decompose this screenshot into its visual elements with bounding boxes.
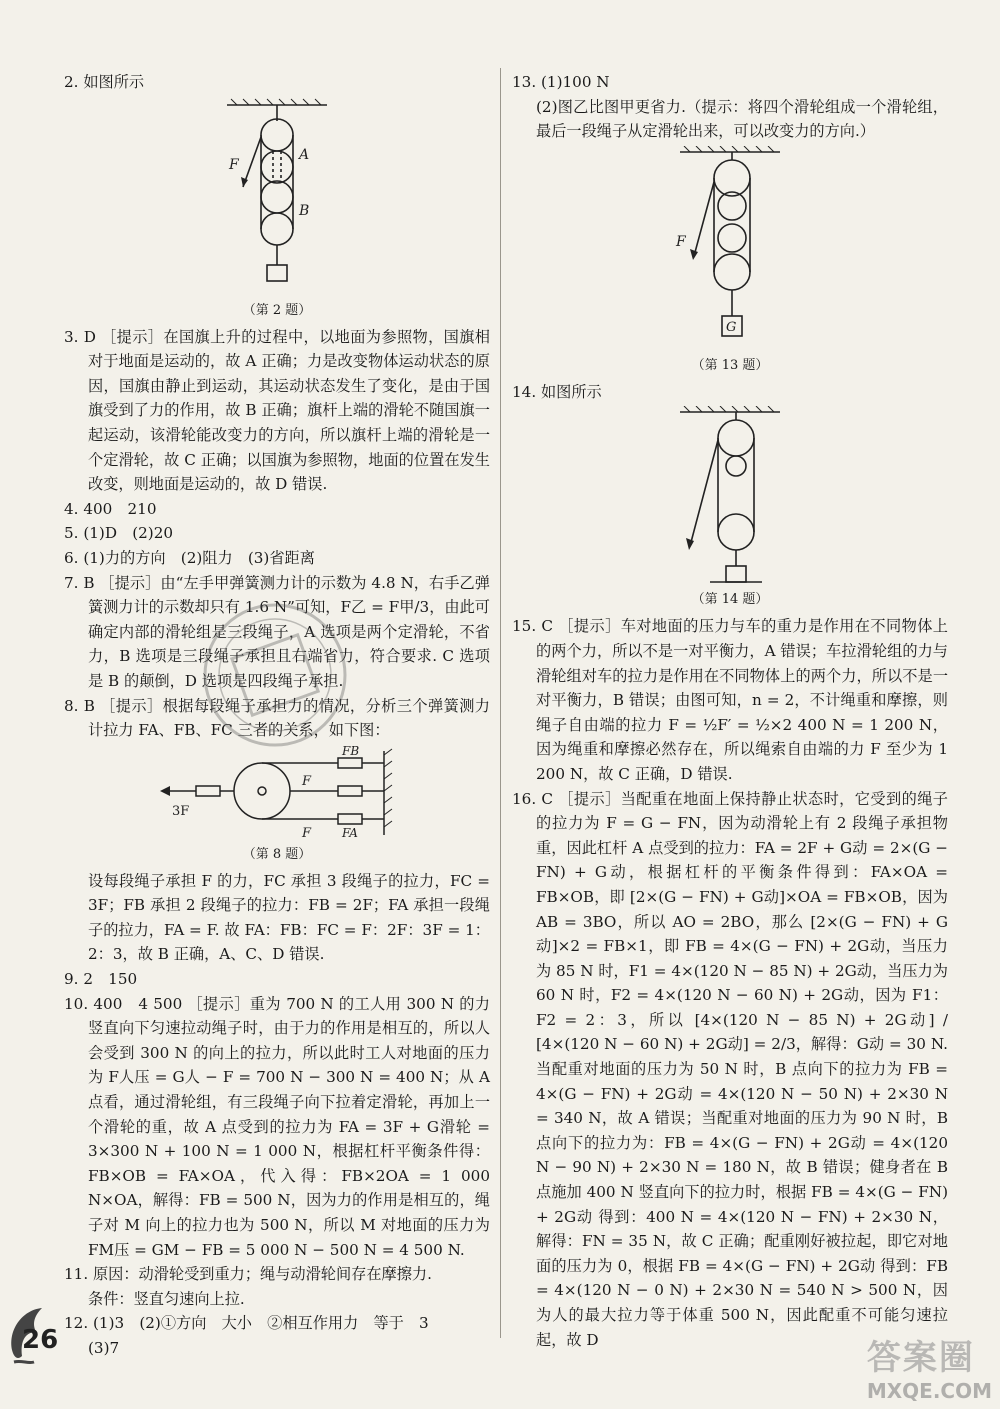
q14-figure [670,406,790,586]
q13-label-f: F [676,233,686,250]
q8-label-f2: F [302,825,312,841]
q6-text: 6. (1)力的方向 (2)阻力 (3)省距离 [64,548,315,567]
q2-text: 2. 如图所示 [64,73,145,91]
q12-text: 12. (1)3 (2)①方向 大小 ②相互作用力 等于 3 [64,1314,429,1333]
q2-caption: （第 2 题） [242,302,312,318]
right-column [512,70,948,1352]
q16-text: 16. C ［提示］当配重在地面上保持静止状态时，它受到的绳子的拉力为 F = G − FN，因为动滑轮上有 2 段绳子承担物重，因此杠杆 A 点受到的拉力：FA = 2F + G动 = 2×(G − FN) + G动，根据杠杆的平衡条件得到：FA×OA = FB×OB，即 [2×(G − FN) + G动]×OA = FB×OB，因为 AB = 3BO，所以 AO = 2BO，那么 [2×(G − FN) + G动]×2 = FB×1，即 FB = 4×(G − FN) + 2G动，当压力为 85 N 时，F1 = 4×(120 N − 85 N) + 2G动，当压力为 60 N 时，F2 = 4×(120 N − 60 N) + 2G动，因为 F1：F2 = 2：3，所以 [4×(120 N − 85 N) + 2G动] / [4×(120 N − 60 N) + 2G动] = 2/3，解得：G动 = 30 N. 当配重对地面的压力为 50 N 时，B 点向下的拉力为 FB = 4×(G − FN) + 2G动 = 4×(120 N − 50 N) + 2×30 N = 340 N，故 A 错误；当配重对地面的压力为 90 N 时，B 点向下的拉力为：FB = 4×(G − FN) + 2G动 = 4×(120 N − 90 N) + 2×30 N = 180 N，故 B 错误；健身者在 B 点施加 400 N 竖直向下的拉力时，根据 FB = 4×(G − FN) + 2G动 得到：400 N = 4×(120 N − FN) + 2×30 N，解得：FN = 35 N，故 C 正确；配重刚好被拉起，即它对地面的压力为 0，根据 FB = 4×(G − FN) + 2G动 得到：FB = 4×(120 N − 0 N) + 2×30 N = 540 N > 500 N，因为人的最大拉力等于体重 500 N，因此配重不可能匀速拉起，故 D [512,789,948,1349]
q15-text: 15. C ［提示］车对地面的压力与车的重力是作用在不同物体上的两个力，所以不是一对平衡力，A 错误；车拉滑轮组的力与滑轮组对车的拉力是作用在不同物体上的两个力，所以不是一对平衡力，B 错误；由图可知，n = 2，不计绳重和摩擦，则绳子自由端的拉力 F = ½F′ = ½×2 400 N = 1 200 N，因为绳重和摩擦必然存在，所以绳索自由端的力 F 至少为 1 200 N，故 C 正确，D 错误. [512,617,948,783]
watermark [867,1330,992,1403]
q8-continuation: 设每段绳子承担 F 的力，FC 承担 3 段绳子的拉力，FC = 3F；FB 承担 2 段绳子的拉力：FB = 2F；FA 承担一段绳子的拉力，FA = F. 故 FA：FB：FC = F：2F：3F = 1：2：3，故 B 正确，A、C、D 错误. [88,871,490,964]
q11-condition: 条件：竖直匀速向上拉. [88,1289,245,1308]
q13-part2: (2)图乙比图甲更省力.（提示：将四个滑轮组成一个滑轮组，最后一段绳子从定滑轮出来，可以改变力的方向.） [536,97,948,141]
q8-label-f: F [302,773,312,789]
q10-text: 10. 400 4 500 ［提示］重为 700 N 的工人用 300 N 的力竖直向下匀速拉动绳子时，由于力的作用是相互的，所以人会受到 300 N 的向上的拉力，所以此时工人对地面的压力为 F人压 = G人 − F = 700 N − 300 N = 400 N；从 A 点看，通过滑轮组，有三段绳子向下拉着定滑轮，再加上一个滑轮的重，故 A 点受到的拉力为 FA = 3F + G滑轮 = 3×300 N + 100 N = 1 000 N，根据杠杆平衡条件得：FB×OB = FA×OA，代入得：FB×2OA = 1 000 N×OA，解得：FB = 500 N，因为力的作用是相互的，绳子对 M 向上的拉力也为 500 N，所以 M 对地面的压力为 FM压 = GM − FB = 5 000 N − 500 N = 4 500 N. [64,994,490,1259]
q8-label-3f: 3F [172,803,190,819]
q7-text: 7. B ［提示］由“左手甲弹簧测力计的示数为 4.8 N，右手乙弹簧测力计的示数却只有 1.6 N”可知，F乙 = F甲/3，由此可确定内部的滑轮组是三段绳子，A 选项是两个定滑轮，不省力，B 选项是三段绳子承担且右端省力，符合要求. C 选项是 B 的颠倒，D 选项是四段绳子承担. [64,573,490,690]
q4-text: 4. 400 210 [64,499,157,518]
q3-text: 3. D ［提示］在国旗上升的过程中，以地面为参照物，国旗相对于地面是运动的，故 A 正确；力是改变物体运动状态的原因，国旗由静止到运动，其运动状态发生了变化，是由于国旗受到了力的作用，故 B 正确；旗杆上端的滑轮不随国旗一起运动，该滑轮能改变力的方向，所以旗杆上端的滑轮是一个定滑轮，故 C 正确；以国旗为参照物，地面的位置在发生改变，则地面是运动的，故 D 错误. [64,327,490,494]
q8-label-fa: FA [342,825,358,840]
q13-caption: （第 13 题） [691,357,769,373]
q13-figure [670,146,790,352]
q2-figure [217,97,337,297]
q2-label-a: A [299,146,310,163]
q9-text: 9. 2 150 [64,970,138,989]
q14-caption: （第 14 题） [691,592,769,608]
watermark-site: MXQE.COM [866,1379,992,1403]
q8-text: 8. B ［提示］根据每段绳子承担力的情况，分析三个弹簧测力计拉力 FA、FB、FC 三者的关系，如下图： [64,696,490,740]
q13-label-g: G [726,319,737,335]
stamp-mark [190,590,360,760]
watermark-logo: 答案圈 [866,1338,975,1378]
q8-label-fb: FB [342,744,360,758]
page-number: 26 [22,1325,59,1355]
q13-part1: 13. (1)100 N [512,73,610,91]
q2-label-b: B [299,202,310,219]
q12-part3: (3)7 [88,1338,120,1357]
q2-label-f: F [229,156,239,173]
q14-text: 14. 如图所示 [512,382,602,401]
q5-text: 5. (1)D (2)20 [64,524,174,543]
q8-caption: （第 8 题） [242,846,312,862]
q11-reason: 11. 原因：动滑轮受到重力；绳与动滑轮间存在摩擦力. [64,1265,432,1284]
column-divider [500,68,501,1338]
